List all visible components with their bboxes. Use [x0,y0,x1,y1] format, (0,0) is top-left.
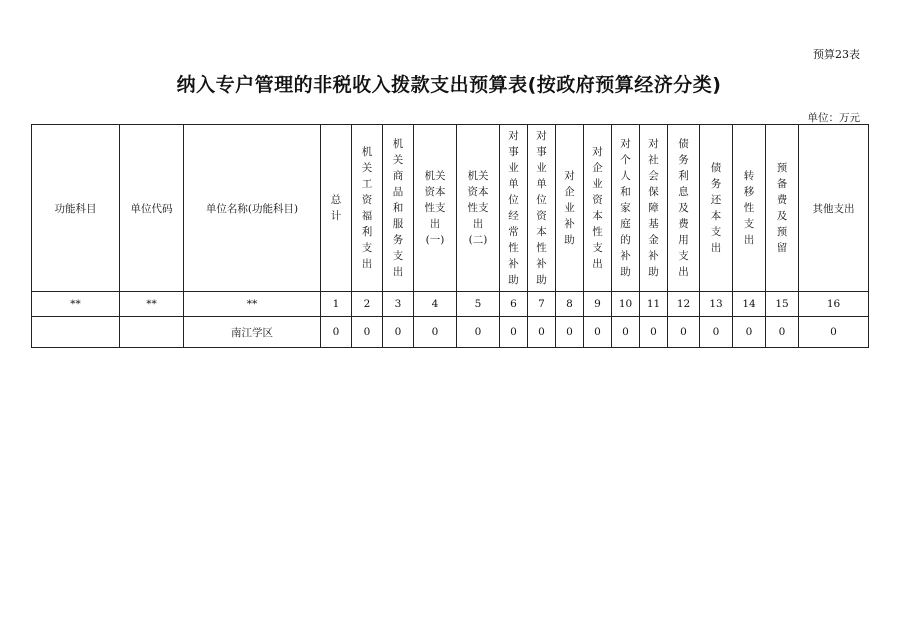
table-cell: 0 [612,317,640,348]
index-cell: 13 [700,292,733,317]
col-header-reserve: 预备费及预留 [766,125,799,292]
header-row [32,125,869,292]
table-cell: 0 [528,317,556,348]
index-cell: 2 [352,292,383,317]
col-header-capital-1: 机关资本性支出(一) [414,125,457,292]
index-cell: 15 [766,292,799,317]
col-header-total: 总计 [321,125,352,292]
col-header-capital-2: 机关资本性支出(二) [457,125,500,292]
index-cell: 12 [668,292,700,317]
table-cell [120,317,184,348]
col-header-enterprise-subsidy: 对企业补助 [556,125,584,292]
table-cell: 0 [457,317,500,348]
col-header-enterprise-capital: 对企业资本性支出 [584,125,612,292]
table-cell: 0 [352,317,383,348]
col-header-debt-interest: 债务利息及费用支出 [668,125,700,292]
index-cell: 1 [321,292,352,317]
table-cell: 0 [556,317,584,348]
col-header-unit-name: 单位名称(功能科目) [184,125,321,292]
index-cell: 16 [799,292,869,317]
col-header-wages-welfare: 机关工资福利支出 [352,125,383,292]
table-cell: 南江学区 [184,317,321,348]
index-cell: 14 [733,292,766,317]
col-header-goods-services: 机关商品和服务支出 [383,125,414,292]
table-cell: 0 [321,317,352,348]
unit-label: 单位：万元 [807,112,860,124]
index-cell: 8 [556,292,584,317]
table-cell: 0 [414,317,457,348]
table-cell: 0 [584,317,612,348]
col-header-household-subsidy: 对个人和家庭的补助 [612,125,640,292]
index-cell: 11 [640,292,668,317]
index-cell: 7 [528,292,556,317]
index-cell: 3 [383,292,414,317]
col-header-unit-code: 单位代码 [120,125,184,292]
col-header-function-subject: 功能科目 [32,125,120,292]
index-cell: 6 [500,292,528,317]
index-cell: 5 [457,292,500,317]
col-header-other: 其他支出 [799,125,869,292]
table-cell: 0 [766,317,799,348]
index-row [32,292,869,317]
index-cell: 9 [584,292,612,317]
col-header-institution-capital: 对事业单位资本性补助 [528,125,556,292]
index-cell: ** [32,292,120,317]
table-cell: 0 [383,317,414,348]
table-cell: 0 [500,317,528,348]
table-cell: 0 [799,317,869,348]
col-header-debt-principal: 债务还本支出 [700,125,733,292]
col-header-social-security: 对社会保障基金补助 [640,125,668,292]
index-cell: 4 [414,292,457,317]
table-cell: 0 [668,317,700,348]
page-title: 纳入专户管理的非税收入拨款支出预算表(按政府预算经济分类) [176,74,722,96]
table-row [32,317,869,348]
index-cell: 10 [612,292,640,317]
col-header-transfer: 转移性支出 [733,125,766,292]
col-header-institution-recurring: 对事业单位经常性补助 [500,125,528,292]
table-cell [32,317,120,348]
form-number: 预算23表 [813,48,860,61]
table-cell: 0 [700,317,733,348]
index-cell: ** [120,292,184,317]
index-cell: ** [184,292,321,317]
table-cell: 0 [640,317,668,348]
budget-table [31,124,869,348]
table-cell: 0 [733,317,766,348]
